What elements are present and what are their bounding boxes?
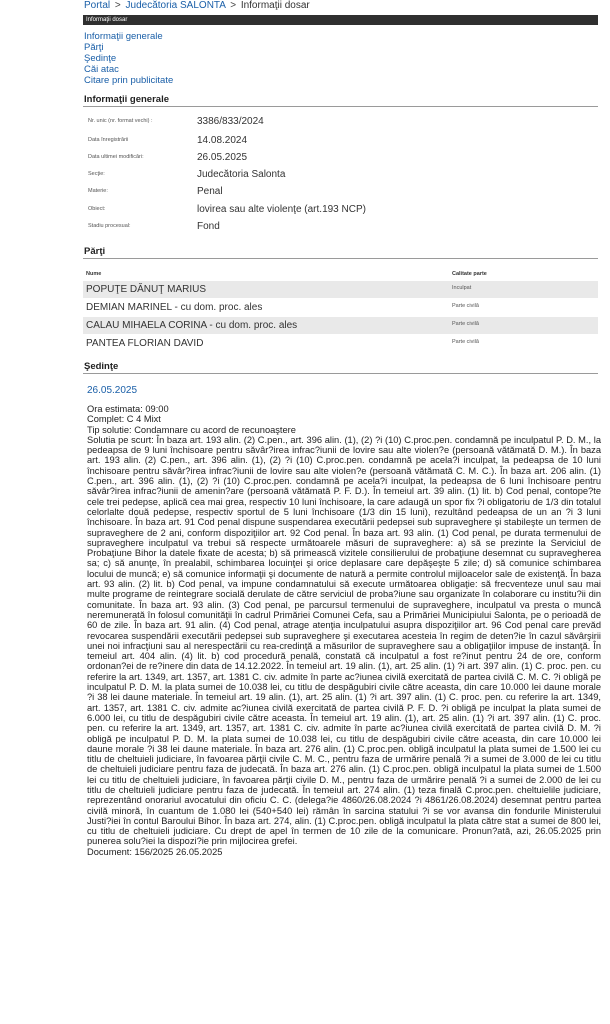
- breadcrumb-court-link[interactable]: Judecătoria SALONTA: [125, 0, 226, 11]
- breadcrumb-separator: >: [230, 0, 237, 11]
- info-value: Fond: [197, 221, 220, 232]
- party-quality: Parte civilă: [452, 321, 479, 327]
- session-date: 26.05.2025: [87, 385, 138, 396]
- section-divider: [83, 258, 598, 259]
- nav-link-parti[interactable]: Părţi: [84, 42, 104, 53]
- party-row: [83, 281, 598, 298]
- nav-link-cai-atac[interactable]: Căi atac: [84, 64, 119, 75]
- nav-link-informatii-generale[interactable]: Informaţii generale: [84, 31, 163, 42]
- section-divider: [83, 106, 598, 107]
- info-label: Obiect:: [88, 206, 106, 212]
- info-label: Data ultimei modificări:: [88, 154, 144, 160]
- info-row-obiect: [88, 204, 588, 221]
- info-row-data-inregistrarii: [88, 135, 588, 152]
- breadcrumb-separator: >: [114, 0, 121, 11]
- info-value: Judecătoria Salonta: [197, 169, 286, 180]
- breadcrumb-current: Informaţii dosar: [240, 0, 310, 11]
- session-details: [87, 404, 601, 857]
- parti-table-header: [86, 271, 598, 280]
- info-value: 26.05.2025: [197, 152, 248, 163]
- nav-link-sedinte[interactable]: Şedinţe: [84, 53, 117, 64]
- party-quality: Inculpat: [452, 285, 472, 291]
- session-solution-summary: Solutia pe scurt: În baza art. 193 alin. (2) C.pen., art. 396 alin. (1), (2) ?i (10) C.proc.pen. condamnă pe inculpatul P. D. M., la pedeapsa de 9 luni închisoare pentru săvâr?irea infrac?iunii de lovire sau alte violen?e (persoană vătămată D. M.). În baza art. 193 alin. (2) C.pen., art. 396 alin. (1), (2) ?i (10) C.proc.pen. condamnă pe acela?i inculpat, la pedeapsa de 10 luni închisoare pentru săvâr?irea infrac?iunii de lovire sau alte violen?e (persoană vătămată C. M. C.). În baza art. 206 alin. (1) C.pen., art. 396 alin. (1), (2) ?i (10) C.proc.pen. condamnă pe acela?i inculpat, la pedeapsa de 6 luni închisoare pentru săvâr?irea infrac?iunii de amenin?are (persoană vătămată P. F. D.). În temeiul art. 39 alin. (1) lit. b) Cod penal, contope?te cele trei pedepse, aplică cea mai grea, respectiv 10 luni închisoare, la care adaugă un spor fix ?i obligatoriu de 1/3 din totalul celorlalte două pedepse, respectiv sportul de 5 luni închisoare (1/3 din 15 luni), rezultând pedeapsa de un an ?i 3 luni închisoare. În baza art. 91 Cod penal dispune suspendarea executării pedepsei sub supraveghere şi stabileşte un termen de supraveghere de 2 ani, conform dispoziţiilor art. 92 Cod penal. În baza art. 93 alin. (1) Cod penal, pe durata termenului de supraveghere inculpatul va trebui să respecte următoarele măsuri de supraveghere: a) să se prezinte la Serviciul de Probaţiune Bihor la datele fixate de acesta; b) să primească vizitele consilierului de probaţiune desemnat cu supravegherea sa; c) să anunţe, în prealabil, schimbarea locuinţei şi orice deplasare care depăşeşte 5 zile; d) să comunice schimbarea locului de muncă; e) să comunice informaţii şi documente de natură a permite controlul mijloacelor sale de existenţă. În baza art. 93 alin. (2) lit. b) Cod penal, va impune condamnatului să execute următoarea obligaţie: să frecventeze unul sau mai multe programe de reintegrare socială derulate de către serviciul de proba?iune sau organizate în colaborare cu institu?ii din comunitate. În baza art. 93 alin. (3) Cod penal, pe parcursul termenului de supraveghere, inculpatul va presta o muncă neremunerată în folosul comunităţii în cadrul Primăriei Comunei Cefa, sau a Primăriei Municipiului Salonta, pe o perioadă de 60 de zile. În baza art. 91 alin. (4) Cod penal, atrage atenţia inculpatului asupra dispoziţiilor art. 96 Cod penal care prevăd revocarea suspendării executării pedepsei sub supraveghere şi executarea acesteia în regim de deten?ie în cazul săvârşirii unei noi infracţiuni sau al nerespectării cu rea-credinţă a măsurilor de supraveghere sau a obligaţiilor impuse de instanţă. În temeiul art. 404 alin. (4) lit. b) cod procedură penală, constată că inculpatul a fost re?inut pentru 24 de ore, conform ordonan?ei de re?inere din data de 14.12.2022. În temeiul art. 19 alin. (1), art. 25 alin. (1) ?i art. 397 alin. (1) C. proc. pen. cu referire la art. 1349, art. 1357, art. 1381 C. civ. admite în parte ac?iunea civilă exercitată de partea civilă C. M. C. ?i obligă pe inculpatul P. D. M. la plata sumei de 10.038 lei, cu titlu de despăgubiri civile către aceasta, din care 10.000 lei daune morale ?i 38 lei daune materiale. În temeiul art. 19 alin. (1), art. 25 alin. (1) ?i art. 397 alin. (1) C. proc. pen. cu referire la art. 1349, art. 1357, art. 1381 C. civ. admite ac?iunea civilă exercitată de partea civilă P. F. D. ?i obligă pe inculpat la plata sumei de 6.000 lei, cu titlu de despăgubiri civile către aceasta. În temeiul art. 19 alin. (1), art. 25 alin. (1) ?i art. 397 alin. (1) C. proc. pen. cu referire la art. 1349, art. 1357, art. 1381 C. civ. admite în parte ac?iunea civilă exercitată de partea civilă D. M. ?i obligă pe inculpatul P. D. M. la plata sumei de 10.038 lei, cu titlu de despăgubiri civile către aceasta, din care 10.000 lei daune morale ?i 38 lei daune materiale. În baza art. 276 alin. (1) C.proc.pen. obligă inculpatul la plata sumei de 1.500 lei cu titlu de cheltuieli judiciare, în favoarea părţii civile C. M. C., pentru faza de urmărire penală ?i a sumei de 3.000 de lei cu titlu de cheltuieli judiciare pentru faza de judecată. În baza art. 276 alin. (1) C.proc.pen. obligă inculpatul la plata sumei de 1.500 lei cu titlu de cheltuieli judiciare, în favoarea părţii civile D. M., pentru faza de urmărire penală ?i a sumei de 2.000 de lei cu titlu de cheltuieli judiciare pentru faza de judecată. În temeiul art. 274 alin. (1) teza finală C.proc.pen. cheltuielile judiciare, reprezentând onorariul avocatului din oficiu C. C. (delega?ie 4860/26.08.2024 ?i 4861/26.08.2024) desemnat pentru partea civilă minoră, în cuantum de 1.080 lei (540+540 lei) rămân în sarcina statului ?i se vor avansa din fondurile Ministerului Justi?iei în contul Baroului Bihor. În baza art. 274, alin. (1) C.proc.pen. obligă inculpatul la plata către stat a sumei de 800 lei, cu titlu de cheltuieli judiciare. Cu drept de apel în termen de 10 zile de la comunicare. Pronun?ată, azi, 26.05.2025 prin punerea solu?iei la dispozi?ie prin mijlocirea grefei.: [87, 434, 601, 847]
- session-solution-type: Tip solutie: Condamnare cu acord de recunoaştere: [87, 424, 296, 435]
- info-label: Materie:: [88, 188, 108, 194]
- info-row-sectie: [88, 169, 588, 186]
- info-label: Secţie:: [88, 171, 105, 177]
- info-row-nr-unic: [88, 116, 588, 133]
- party-row: [83, 335, 598, 352]
- party-row: [83, 299, 598, 316]
- info-row-data-modificarii: [88, 152, 588, 169]
- party-row: [83, 317, 598, 334]
- section-divider: [83, 373, 598, 374]
- column-header-name: Nume: [86, 271, 102, 277]
- info-label: Data înregistrării: [88, 137, 129, 143]
- info-value: lovirea sau alte violenţe (art.193 NCP): [197, 204, 366, 215]
- section-title-sedinte: Şedinţe: [84, 361, 119, 372]
- breadcrumb: [84, 0, 310, 11]
- info-value: 3386/833/2024: [197, 116, 264, 127]
- nav-link-citare-publicitate[interactable]: Citare prin publicitate: [84, 75, 174, 86]
- session-time: Ora estimata: 09:00: [87, 404, 169, 414]
- info-row-stadiu: [88, 221, 588, 238]
- party-quality: Parte civilă: [452, 339, 479, 345]
- session-panel: Complet: C 4 Mixt: [87, 414, 161, 425]
- section-title-parti: Părţi: [84, 246, 106, 257]
- column-header-quality: Calitate parte: [452, 271, 487, 277]
- party-name: POPUŢE DĂNUŢ MARIUS: [86, 284, 207, 295]
- info-label: Nr. unic (nr. format vechi) :: [88, 118, 153, 124]
- page-header-bar: Informaţii dosar: [83, 15, 598, 25]
- party-name: DEMIAN MARINEL - cu dom. proc. ales: [86, 302, 263, 313]
- section-nav: [84, 31, 173, 86]
- info-row-materie: [88, 186, 588, 203]
- info-value: 14.08.2024: [197, 135, 248, 146]
- session-document: Document: 156/2025 26.05.2025: [87, 846, 223, 857]
- section-title-general: Informaţii generale: [84, 94, 169, 105]
- party-name: CALAU MIHAELA CORINA - cu dom. proc. ales: [86, 320, 298, 331]
- breadcrumb-portal-link[interactable]: Portal: [84, 0, 111, 11]
- info-value: Penal: [197, 186, 223, 197]
- info-label: Stadiu procesual:: [88, 223, 131, 229]
- party-quality: Parte civilă: [452, 303, 479, 309]
- party-name: PANTEA FLORIAN DAVID: [86, 338, 204, 349]
